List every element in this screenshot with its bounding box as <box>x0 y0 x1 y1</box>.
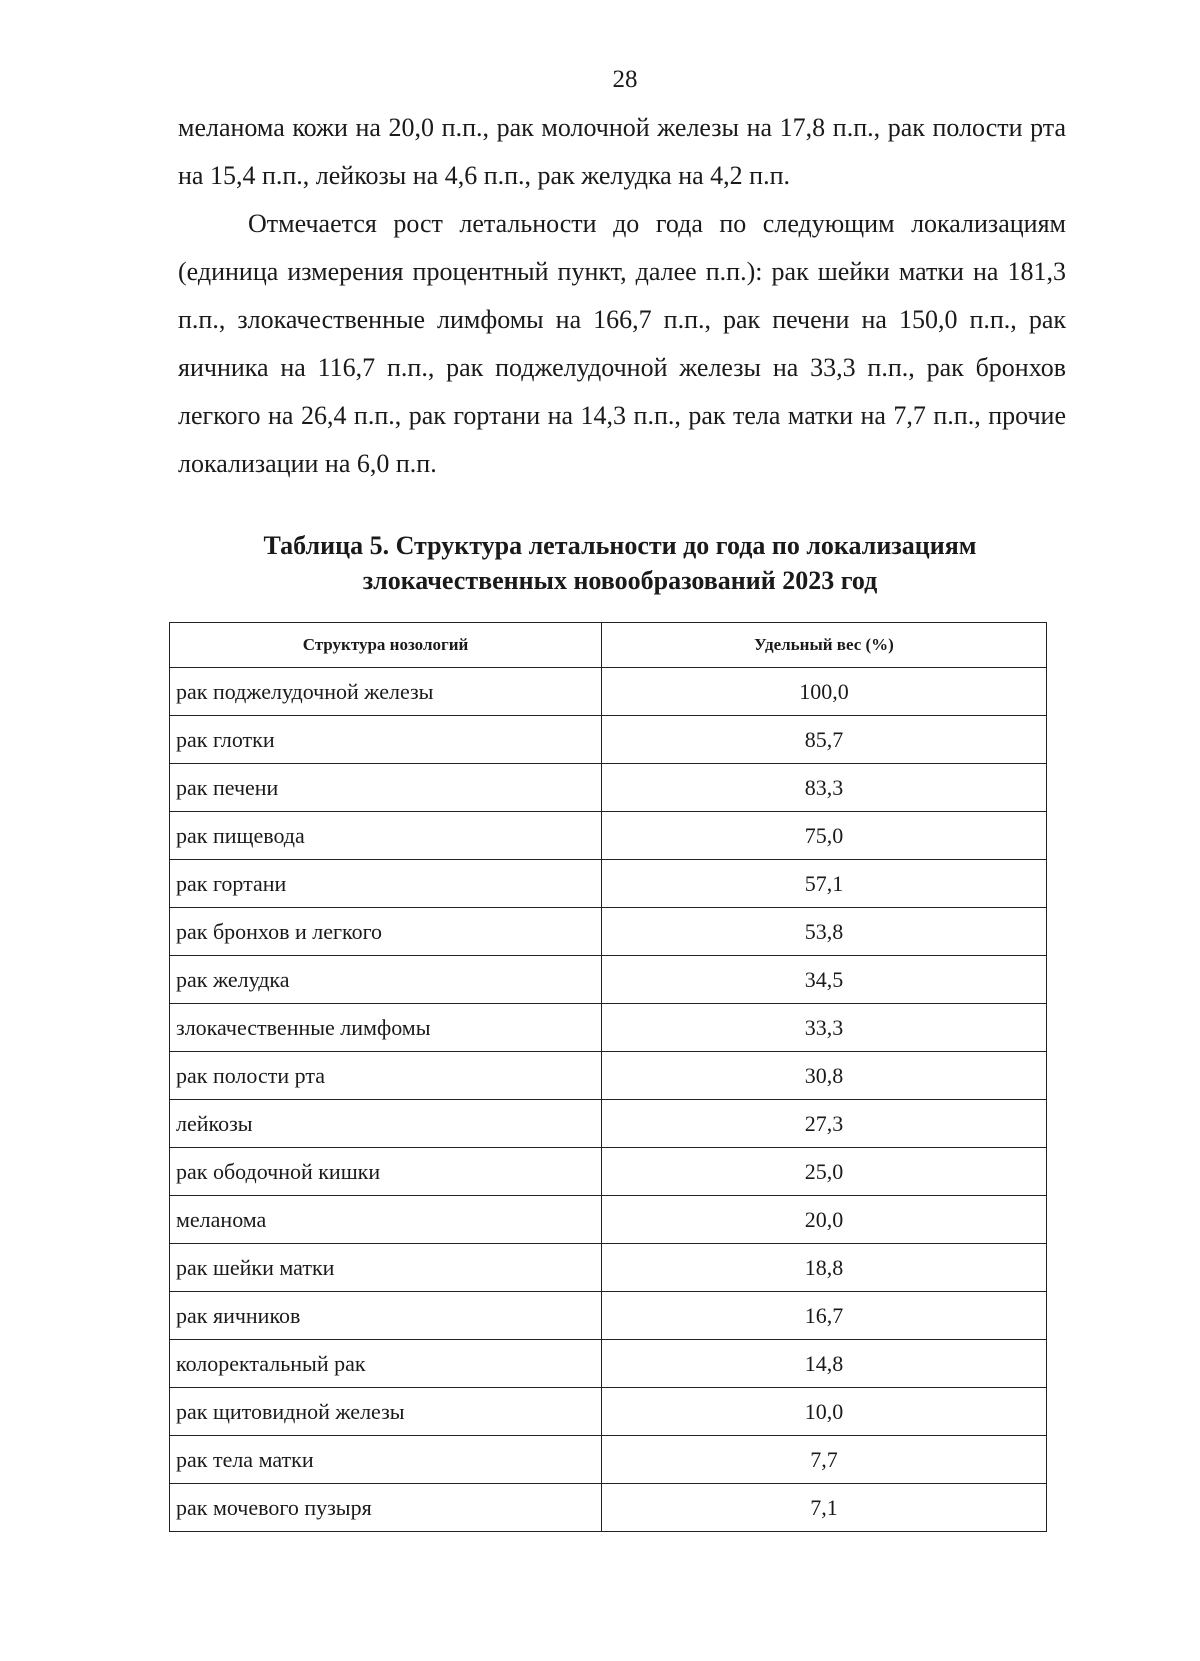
nosology-cell: рак полости рта <box>170 1052 602 1100</box>
share-cell: 34,5 <box>602 956 1047 1004</box>
header-nosology: Структура нозологий <box>170 623 602 668</box>
table-row <box>170 1148 1047 1196</box>
nosology-cell: рак печени <box>170 764 602 812</box>
page-number: 28 <box>612 66 638 93</box>
table-row <box>170 1292 1047 1340</box>
table-row <box>170 1244 1047 1292</box>
table-row <box>170 1196 1047 1244</box>
nosology-cell: рак пищевода <box>170 812 602 860</box>
share-cell: 33,3 <box>602 1004 1047 1052</box>
table-row <box>170 1004 1047 1052</box>
table-row <box>170 908 1047 956</box>
share-cell: 7,7 <box>602 1436 1047 1484</box>
share-cell: 18,8 <box>602 1244 1047 1292</box>
table-row <box>170 764 1047 812</box>
share-cell: 100,0 <box>602 668 1047 716</box>
nosology-cell: меланома <box>170 1196 602 1244</box>
header-share-percent: Удельный вес (%) <box>602 623 1047 668</box>
lethality-structure-table <box>169 622 1047 1532</box>
nosology-cell: рак гортани <box>170 860 602 908</box>
nosology-cell: рак тела матки <box>170 1436 602 1484</box>
nosology-cell: рак шейки матки <box>170 1244 602 1292</box>
table-header-row <box>170 623 1047 668</box>
table-row <box>170 1484 1047 1532</box>
nosology-cell: злокачественные лимфомы <box>170 1004 602 1052</box>
nosology-cell: рак щитовидной железы <box>170 1388 602 1436</box>
share-cell: 30,8 <box>602 1052 1047 1100</box>
table-title <box>160 528 1080 598</box>
share-cell: 14,8 <box>602 1340 1047 1388</box>
nosology-cell: лейкозы <box>170 1100 602 1148</box>
share-cell: 10,0 <box>602 1388 1047 1436</box>
paragraph-2: Отмечается рост летальности до года по следующим локализациям (единица измерения процентный пункт, далее п.п.): рак шейки матки на 181,3 п.п., злокачественные лимфомы на 166,7 п.п., рак печени на 150,0 п.п., рак яичника на 116,7 п.п., рак поджелудочной железы на 33,3 п.п., рак бронхов легкого на 26,4 п.п., рак гортани на 14,3 п.п., рак тела матки на 7,7 п.п., прочие локализации на 6,0 п.п. <box>178 209 1066 478</box>
table-row <box>170 860 1047 908</box>
share-cell: 25,0 <box>602 1148 1047 1196</box>
table-row <box>170 1388 1047 1436</box>
paragraph-1: меланома кожи на 20,0 п.п., рак молочной железы на 17,8 п.п., рак полости рта на 15,4 п.п., лейкозы на 4,6 п.п., рак желудка на 4,2 п.п. <box>178 113 1066 190</box>
table-title-line-2: злокачественных новообразований 2023 год <box>362 566 878 595</box>
nosology-cell: рак яичников <box>170 1292 602 1340</box>
nosology-cell: рак ободочной кишки <box>170 1148 602 1196</box>
nosology-cell: колоректальный рак <box>170 1340 602 1388</box>
table-row <box>170 668 1047 716</box>
nosology-cell: рак глотки <box>170 716 602 764</box>
table-row <box>170 1100 1047 1148</box>
share-cell: 7,1 <box>602 1484 1047 1532</box>
share-cell: 83,3 <box>602 764 1047 812</box>
share-cell: 85,7 <box>602 716 1047 764</box>
share-cell: 20,0 <box>602 1196 1047 1244</box>
nosology-cell: рак желудка <box>170 956 602 1004</box>
table-row <box>170 716 1047 764</box>
table-row <box>170 812 1047 860</box>
table-row <box>170 1436 1047 1484</box>
table-row <box>170 1340 1047 1388</box>
share-cell: 16,7 <box>602 1292 1047 1340</box>
share-cell: 75,0 <box>602 812 1047 860</box>
table-row <box>170 1052 1047 1100</box>
nosology-cell: рак бронхов и легкого <box>170 908 602 956</box>
share-cell: 27,3 <box>602 1100 1047 1148</box>
table-title-line-1: Таблица 5. Структура летальности до года по локализациям <box>263 531 977 560</box>
table-row <box>170 956 1047 1004</box>
nosology-cell: рак поджелудочной железы <box>170 668 602 716</box>
share-cell: 57,1 <box>602 860 1047 908</box>
share-cell: 53,8 <box>602 908 1047 956</box>
nosology-cell: рак мочевого пузыря <box>170 1484 602 1532</box>
